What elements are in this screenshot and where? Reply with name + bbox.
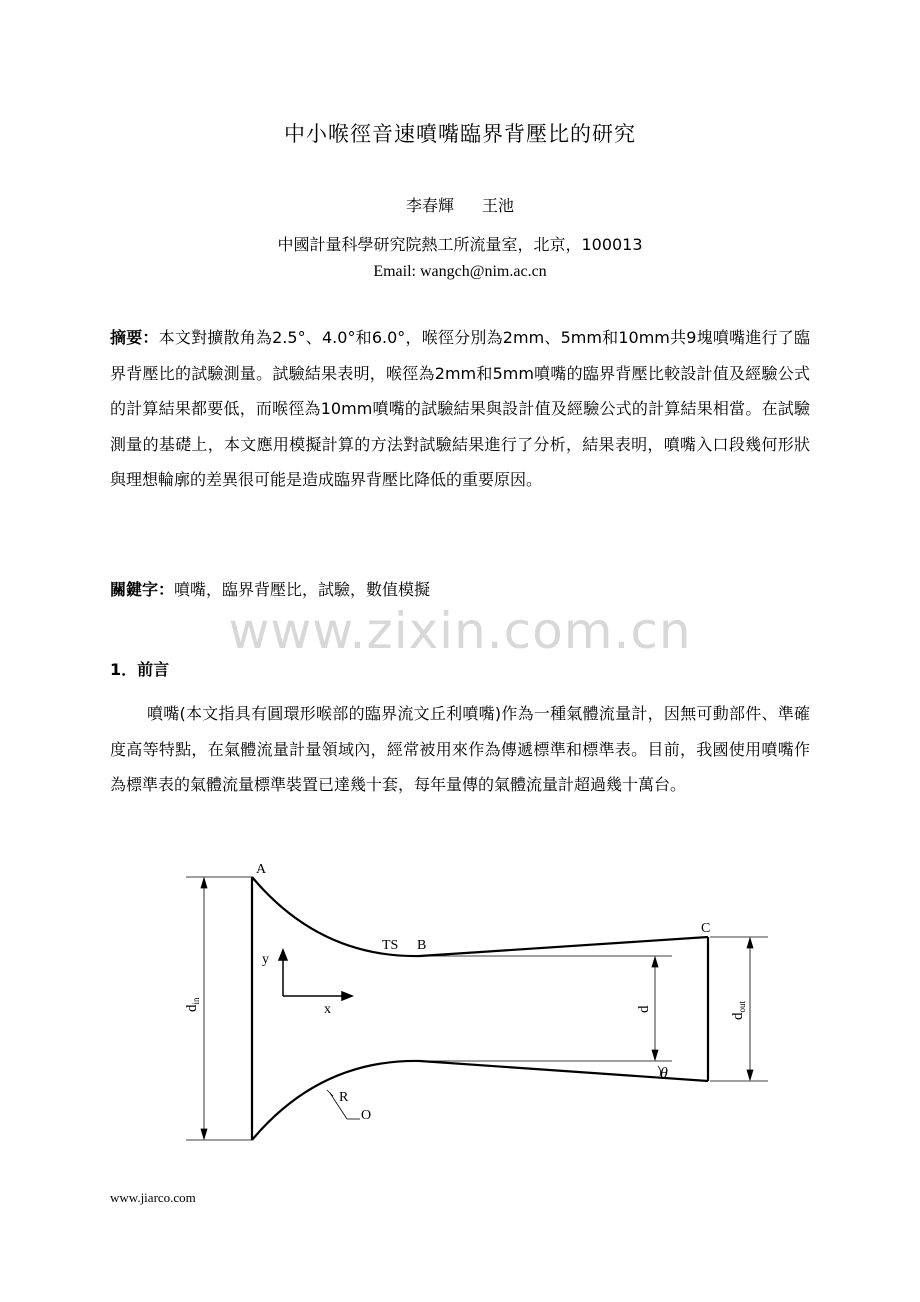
abstract-label: 摘要：	[110, 328, 159, 347]
footer-url: www.jiarco.com	[110, 1190, 196, 1205]
label-ts: TS	[382, 938, 399, 953]
label-c: C	[701, 921, 711, 936]
label-din	[184, 997, 201, 1012]
lower-contour	[252, 1061, 708, 1140]
abstract-text: 本文對擴散角為2.5°、4.0°和6.0°，喉徑分別為2mm、5mm和10mm共9塊噴嘴進行了臨界背壓比的試驗測量。試驗結果表明，喉徑為2mm和5mm噴嘴的臨界背壓比較設計值及經驗公式的計算結果都要低，而喉徑為10mm噴嘴的試驗結果與設計值及經驗公式的計算結果相當。在試驗測量的基礎上，本文應用模擬計算的方法對試驗結果進行了分析，結果表明，噴嘴入口段幾何形狀與理想輪廓的差異很可能是造成臨界背壓比降低的重要原因。	[110, 328, 810, 489]
section-heading: 1．前言	[110, 660, 170, 679]
author-1: 李春輝	[405, 196, 454, 215]
affiliation: 中國計量科學研究院熱工所流量室，北京，100013	[277, 235, 643, 254]
label-x: x	[324, 1002, 331, 1017]
x-axis-arrow	[342, 992, 352, 1000]
svg-text:dout: $d_{out}$	[730, 1000, 747, 1020]
label-y: y	[262, 952, 269, 967]
label-a: A	[256, 862, 267, 877]
author-2: 王池	[482, 196, 515, 215]
email: Email: wangch@nim.ac.cn	[373, 263, 547, 280]
page-title: 中小喉徑音速噴嘴臨界背壓比的研究	[284, 122, 636, 146]
section-body: 噴嘴(本文指具有圓環形喉部的臨界流文丘利噴嘴)作為一種氣體流量計，因無可動部件、準確度高等特點，在氣體流量計量領域內，經常被用來作為傳遞標準和標準表。目前，我國使用噴嘴作為標準表的氣體流量標準裝置已達幾十套，每年量傳的氣體流量計超過幾十萬台。	[110, 704, 810, 794]
upper-contour	[252, 877, 711, 956]
watermark: www.zixin.com.cn	[228, 602, 692, 660]
label-o: O	[361, 1108, 372, 1123]
y-axis-arrow	[279, 950, 287, 960]
label-d	[636, 1005, 652, 1013]
label-b: B	[417, 938, 427, 953]
svg-text:d: d	[636, 1005, 652, 1013]
keywords-label: 關鍵字：	[110, 580, 175, 599]
svg-text:din: $d_{in}$	[184, 997, 201, 1012]
keywords-text: 噴嘴，臨界背壓比，試驗，數值模擬	[174, 580, 431, 599]
label-dout	[730, 1001, 747, 1021]
label-theta: θ	[660, 1065, 668, 1082]
label-r: R	[339, 1090, 349, 1105]
